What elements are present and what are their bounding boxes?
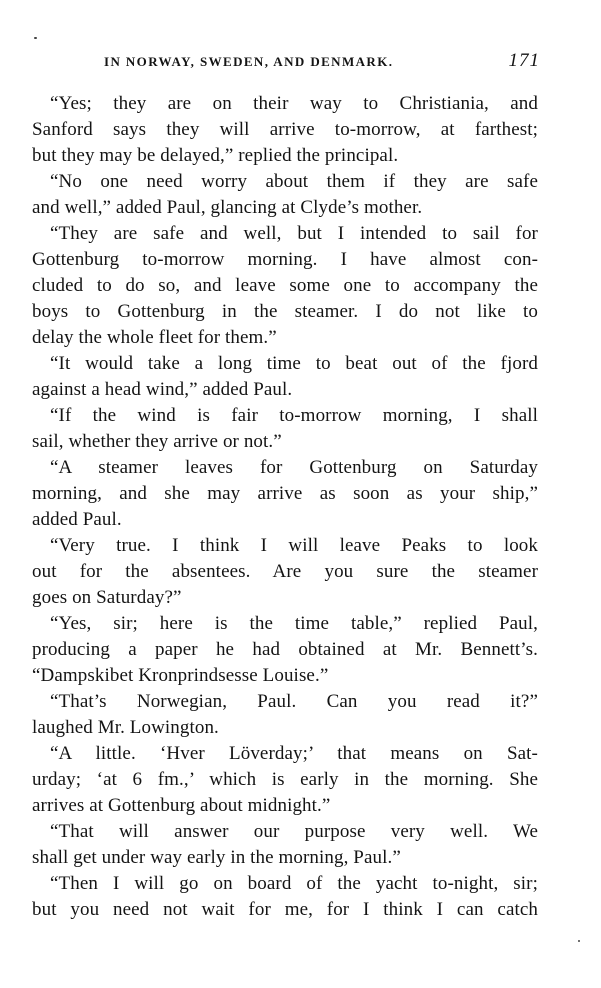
text-line: “Yes, sir; here is the time table,” replied Paul, [50, 613, 538, 634]
ink-speck [34, 37, 37, 39]
text-line: “No one need worry about them if they are safe [50, 171, 538, 192]
text-line: out for the absentees. Are you sure the steamer [32, 561, 538, 582]
text-line: shall get under way early in the morning, Paul.” [32, 847, 401, 868]
text-line: added Paul. [32, 509, 122, 530]
text-line: Gottenburg to-morrow morning. I have almost con- [32, 249, 538, 270]
text-line: “That will answer our purpose very well. We [50, 821, 538, 842]
text-line: Sanford says they will arrive to-morrow, at farthest; [32, 119, 538, 140]
ink-speck [578, 940, 580, 942]
text-line: “Then I will go on board of the yacht to-night, sir; [50, 873, 538, 894]
text-line: goes on Saturday?” [32, 587, 182, 608]
text-line: “It would take a long time to beat out of the fjord [50, 353, 538, 374]
text-line: urday; ‘at 6 fm.,’ which is early in the morning. She [32, 769, 538, 790]
text-line: against a head wind,” added Paul. [32, 379, 293, 400]
text-line: “A steamer leaves for Gottenburg on Saturday [50, 457, 538, 478]
running-head: IN NORWAY, SWEDEN, AND DENMARK. [104, 54, 394, 69]
text-line: and well,” added Paul, glancing at Clyde’s mother. [32, 197, 423, 218]
text-line: “Dampskibet Kronprindsesse Louise.” [32, 665, 329, 686]
page-header [104, 50, 540, 78]
text-line: laughed Mr. Lowington. [32, 717, 219, 738]
text-line: sail, whether they arrive or not.” [32, 431, 282, 452]
text-line: “Very true. I think I will leave Peaks to look [50, 535, 538, 556]
text-line: cluded to do so, and leave some one to accompany the [32, 275, 538, 296]
text-line: but they may be delayed,” replied the principal. [32, 145, 399, 166]
text-line: delay the whole fleet for them.” [32, 327, 277, 348]
text-line: arrives at Gottenburg about midnight.” [32, 795, 331, 816]
text-line: morning, and she may arrive as soon as your ship,” [32, 483, 538, 504]
text-line: “They are safe and well, but I intended to sail for [50, 223, 538, 244]
text-line: “If the wind is fair to-morrow morning, I shall [50, 405, 538, 426]
text-line: producing a paper he had obtained at Mr. Bennett’s. [32, 639, 538, 660]
page-number: 171 [508, 50, 540, 71]
text-line: boys to Gottenburg in the steamer. I do not like to [32, 301, 538, 322]
text-line: “A little. ‘Hver Löverday;’ that means on Sat- [50, 743, 538, 764]
text-line: but you need not wait for me, for I think I can catch [32, 899, 538, 920]
text-line: “That’s Norwegian, Paul. Can you read it?” [50, 691, 538, 712]
text-line: “Yes; they are on their way to Christiania, and [50, 93, 538, 114]
